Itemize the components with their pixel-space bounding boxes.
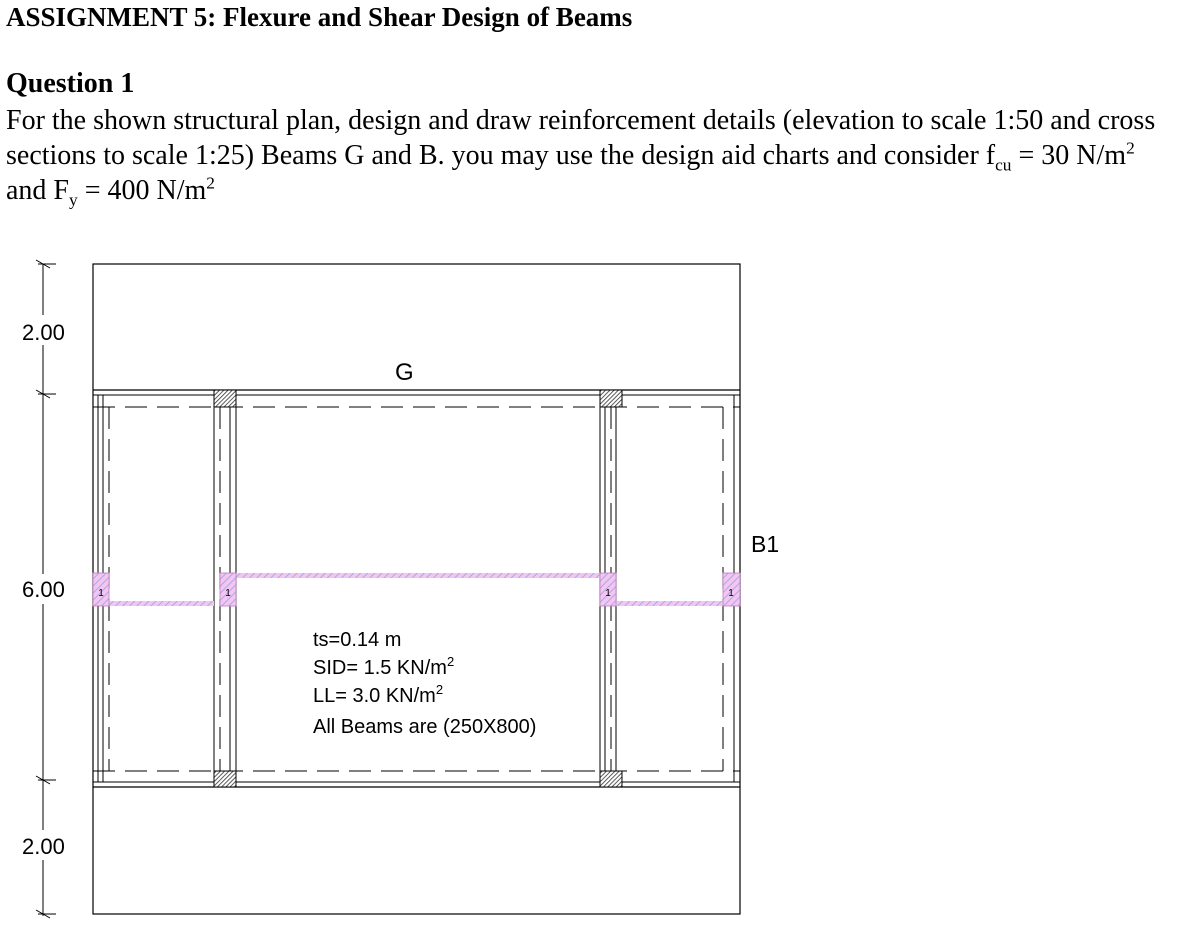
beam-label-g: G <box>395 359 414 386</box>
fy-subscript: y <box>69 190 78 210</box>
unit-superscript-1: 2 <box>1126 138 1135 158</box>
note-sid-text: SID= 1.5 KN/m <box>313 657 447 679</box>
section-mark-2: 1 <box>225 588 231 599</box>
dimension-label-top: 2.00 <box>22 320 65 345</box>
note-slab-thickness: ts=0.14 m <box>313 629 402 651</box>
dimension-label-bottom: 2.00 <box>22 834 65 859</box>
note-beam-size: All Beams are (250X800) <box>313 716 537 738</box>
assignment-title: ASSIGNMENT 5: Flexure and Shear Design of Beams <box>6 2 633 32</box>
column-top-left <box>214 390 236 407</box>
section-cut-strip <box>93 573 740 606</box>
note-ll-text: LL= 3.0 KN/m <box>313 685 436 707</box>
question-text-part-2: = 30 N/m <box>1011 140 1127 171</box>
fcu-subscript: cu <box>995 155 1012 175</box>
question-text-part-1: For the shown structural plan, design and draw reinforcement details (elevation to scale 1:50 and cross sections to scale 1:25) Beams G and B. you may use the design aid charts and consider f <box>6 105 1156 171</box>
beam-g-top <box>93 390 740 407</box>
note-ll-sup: 2 <box>435 682 444 697</box>
dimension-label-middle: 6.00 <box>22 577 65 602</box>
question-heading: Question 1 <box>6 68 135 99</box>
section-mark-1: 1 <box>98 588 104 599</box>
structural-plan-drawing <box>0 240 1178 940</box>
unit-superscript-2: 2 <box>206 173 215 193</box>
section-mark-4: 1 <box>728 588 734 599</box>
column-bottom-left <box>214 771 236 787</box>
beam-label-b1: B1 <box>751 531 780 557</box>
slab-outline <box>93 264 740 914</box>
note-ll <box>313 682 443 707</box>
question-text-part-3: and F <box>6 175 69 206</box>
column-top-right <box>600 390 622 407</box>
question-text-part-4: = 400 N/m <box>77 175 207 206</box>
note-sid-sup: 2 <box>446 654 455 669</box>
beam-bottom <box>93 771 740 787</box>
question-text <box>6 103 1166 208</box>
column-bottom-right <box>600 771 622 787</box>
section-mark-3: 1 <box>605 588 611 599</box>
note-sid <box>313 654 454 679</box>
